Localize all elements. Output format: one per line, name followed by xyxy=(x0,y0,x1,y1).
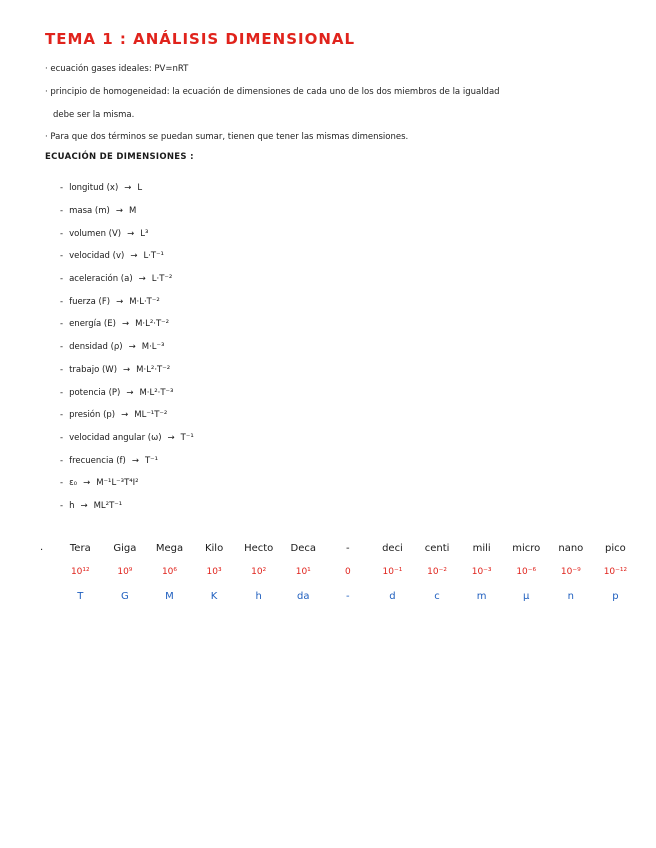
prefix-name: micro xyxy=(512,543,541,554)
arrow-icon: → xyxy=(128,342,136,353)
prefix-power: 10² xyxy=(251,567,267,577)
dash-mark: - xyxy=(60,183,64,194)
prefix-symbol: da xyxy=(297,591,310,602)
dash-mark: - xyxy=(60,319,64,330)
dimension-item xyxy=(60,313,460,336)
prefix-power: 10⁻¹² xyxy=(603,567,628,577)
dimension-item xyxy=(60,381,460,404)
prefix-power: 10⁻³ xyxy=(471,567,492,577)
dash-mark: - xyxy=(60,296,64,307)
prefix-powers-row xyxy=(58,567,638,577)
prefix-name: Deca xyxy=(290,543,316,554)
dimension-formula: M·L²·T⁻² xyxy=(136,364,171,375)
prefix-name: - xyxy=(346,543,350,554)
dimension-formula: L xyxy=(137,183,143,194)
dimension-formula: M·L²·T⁻³ xyxy=(139,387,174,398)
prefix-symbol: - xyxy=(346,591,350,602)
dimension-formula: M⁻¹L⁻³T⁴I² xyxy=(96,478,139,489)
prefix-power: 10⁻⁶ xyxy=(516,567,537,577)
dimension-name: aceleración (a) xyxy=(69,274,133,285)
dash-mark: - xyxy=(60,274,64,285)
dimension-name: ε₀ xyxy=(69,478,78,489)
dash-mark: - xyxy=(60,251,64,262)
prefix-power: 10⁹ xyxy=(117,567,133,577)
dash-mark: - xyxy=(60,455,64,466)
dimension-formula: ML²T⁻¹ xyxy=(93,500,123,511)
prefix-name: Tera xyxy=(69,543,91,554)
prefix-power: 10⁻² xyxy=(427,567,447,577)
dimension-item xyxy=(60,449,460,472)
prefix-power: 10⁻¹ xyxy=(382,567,403,577)
arrow-icon: → xyxy=(127,228,135,239)
prefix-symbol: h xyxy=(255,591,262,602)
dash-mark: - xyxy=(60,432,64,443)
section-heading: ECUACIÓN DE DIMENSIONES : xyxy=(45,152,194,162)
prefix-symbol: c xyxy=(434,591,440,602)
dimension-name: energía (E) xyxy=(69,319,116,330)
dimension-item xyxy=(60,177,460,200)
dimension-item xyxy=(60,359,460,382)
prefix-name: Giga xyxy=(113,543,137,554)
dimension-formula: T⁻¹ xyxy=(180,432,194,443)
dimension-item xyxy=(60,404,460,427)
dimension-name: fuerza (F) xyxy=(69,296,111,307)
arrow-icon: → xyxy=(138,274,146,285)
prefix-power: 10¹² xyxy=(70,567,90,577)
prefix-power: 0 xyxy=(344,567,351,577)
prefix-names-row xyxy=(58,543,638,554)
dash-mark: - xyxy=(60,342,64,353)
dimension-item xyxy=(60,427,460,450)
arrow-icon: → xyxy=(80,500,88,511)
dash-mark: - xyxy=(60,500,64,511)
dimension-formula: L³ xyxy=(140,228,149,239)
dimension-name: densidad (ρ) xyxy=(69,342,123,353)
dimension-item xyxy=(60,222,460,245)
prefix-name: nano xyxy=(558,543,584,554)
dimension-formula: M·L²·T⁻² xyxy=(135,319,170,330)
dimension-item xyxy=(60,200,460,223)
intro-line-ideal-gas: · ecuación gases ideales: PV=nRT xyxy=(45,64,189,74)
dash-mark: - xyxy=(60,410,64,421)
dimension-name: masa (m) xyxy=(69,206,110,217)
prefix-symbol: μ xyxy=(523,591,530,602)
dimension-name: presión (p) xyxy=(69,410,116,421)
dimension-list xyxy=(60,177,460,517)
prefix-bullet: · xyxy=(40,545,44,556)
prefix-power: 10¹ xyxy=(295,567,311,577)
arrow-icon: → xyxy=(121,410,129,421)
prefix-name: Kilo xyxy=(204,543,224,554)
dimension-item xyxy=(60,290,460,313)
dimension-formula: M·L·T⁻² xyxy=(129,296,160,307)
prefix-symbols-row xyxy=(58,591,638,602)
dimension-formula: L·T⁻¹ xyxy=(143,251,164,262)
prefix-name: centi xyxy=(424,543,450,554)
dimension-item xyxy=(60,495,460,518)
prefix-symbol: n xyxy=(567,591,574,602)
intro-line-homogeneity-cont: debe ser la misma. xyxy=(53,110,135,120)
prefix-name: mili xyxy=(472,543,491,554)
dimension-item xyxy=(60,268,460,291)
dimension-name: volumen (V) xyxy=(69,228,122,239)
arrow-icon: → xyxy=(124,183,132,194)
intro-line-homogeneity: · principio de homogeneidad: la ecuación de dimensiones de cada uno de los dos miembros de la igualdad xyxy=(45,87,500,97)
prefix-name: pico xyxy=(605,543,626,554)
dash-mark: - xyxy=(60,228,64,239)
prefix-power: 10⁻⁹ xyxy=(560,567,581,577)
dimension-name: frecuencia (f) xyxy=(69,455,126,466)
dimension-formula: T⁻¹ xyxy=(144,455,159,466)
arrow-icon: → xyxy=(126,387,134,398)
prefix-power: 10⁶ xyxy=(161,567,178,577)
arrow-icon: → xyxy=(121,319,130,330)
dimension-formula: ML⁻¹T⁻² xyxy=(134,410,168,421)
prefix-name: Hecto xyxy=(244,543,274,554)
dimension-name: h xyxy=(69,500,75,511)
dimension-name: potencia (P) xyxy=(69,387,121,398)
arrow-icon: → xyxy=(83,478,91,489)
dimension-formula: M·L⁻³ xyxy=(141,342,165,353)
dimension-formula: M xyxy=(128,206,137,217)
arrow-icon: → xyxy=(123,364,131,375)
prefix-symbol: p xyxy=(612,591,619,602)
prefix-symbol: d xyxy=(389,591,396,602)
dimension-name: longitud (x) xyxy=(69,183,119,194)
prefix-symbol: m xyxy=(476,591,487,602)
arrow-icon: → xyxy=(130,251,138,262)
arrow-icon: → xyxy=(116,296,124,307)
dash-mark: - xyxy=(60,364,64,375)
prefix-name: deci xyxy=(382,543,403,554)
dash-mark: - xyxy=(60,387,64,398)
dimension-name: trabajo (W) xyxy=(69,364,118,375)
dimension-item xyxy=(60,336,460,359)
dimension-name: velocidad angular (ω) xyxy=(69,432,162,443)
prefix-symbol: T xyxy=(77,591,84,602)
arrow-icon: → xyxy=(115,206,123,217)
dash-mark: - xyxy=(60,206,64,217)
dimension-formula: L·T⁻² xyxy=(151,274,173,285)
prefix-power: 10³ xyxy=(206,567,222,577)
dimension-name: velocidad (v) xyxy=(69,251,125,262)
intro-line-sum-rule: · Para que dos términos se puedan sumar, tienen que tener las mismas dimensiones. xyxy=(45,132,409,142)
dimension-item xyxy=(60,245,460,268)
prefix-name: Mega xyxy=(155,543,184,554)
prefix-symbol: G xyxy=(121,591,129,602)
arrow-icon: → xyxy=(167,432,175,443)
arrow-icon: → xyxy=(131,455,139,466)
prefix-symbol: K xyxy=(210,591,218,602)
page-title: TEMA 1 : ANÁLISIS DIMENSIONAL xyxy=(45,30,356,48)
dimension-item xyxy=(60,472,460,495)
prefix-symbol: M xyxy=(165,591,174,602)
dash-mark: - xyxy=(60,478,64,489)
